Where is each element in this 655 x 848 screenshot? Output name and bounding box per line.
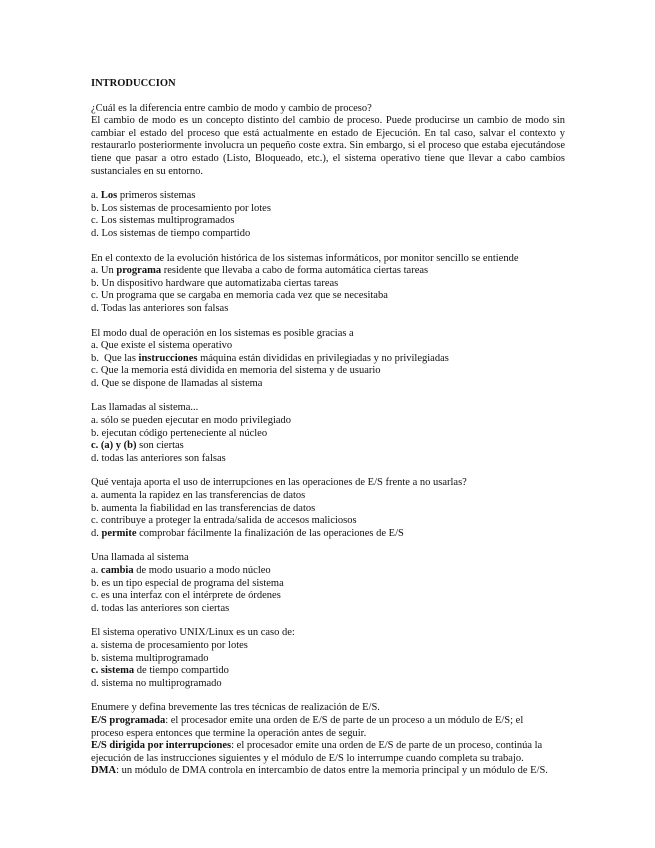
q3-option-c: c. Que la memoria está dividida en memoria del sistema y de usuario [91,365,381,377]
q4-option-b: b. ejecutan código perteneciente al núcleo [91,427,268,439]
question-3 [91,328,565,391]
q7-option-c [91,665,565,678]
q8-p1-line1 [91,715,565,728]
q6-a-rest: de modo usuario a modo núcleo [133,565,271,576]
q2-a-prefix: a. Un [91,265,117,277]
q1-option-b: b. Los sistemas de procesamiento por lotes [91,202,271,214]
q4-c-bold: c. (a) y (b) [91,440,137,452]
page-title: INTRODUCCION [91,78,176,89]
question-6 [91,552,565,615]
q7-question: El sistema operativo UNIX/Linux es un caso de: [91,627,295,639]
q3-option-b [91,353,565,366]
q2-option-d: d. Todas las anteriores son falsas [91,302,229,314]
q5-d-rest: comprobar fácilmente la finalización de las operaciones de E/S [136,527,404,539]
q6-option-d: d. todas las anteriores son ciertas [91,602,230,614]
q8-p3-bold: DMA [91,765,117,777]
question-8 [91,702,565,778]
q8-p2-line1 [91,740,565,753]
q1-a-rest: primeros sistemas [117,190,196,202]
intro-section [91,103,565,179]
intro-question: ¿Cuál es la diferencia entre cambio de modo y cambio de proceso? [91,102,372,114]
q1-option-a [91,190,565,203]
question-5 [91,477,565,540]
q7-c-rest: de tiempo compartido [134,665,229,677]
q1-option-d: d. Los sistemas de tiempo compartido [91,227,251,239]
q8-question: Enumere y defina brevemente las tres técnicas de realización de E/S. [91,702,380,714]
q8-p2-line2: ejecución de las instrucciones siguientes y el módulo de E/S lo interrumpe cuando completa su trabajo. [91,752,524,764]
q8-p1-bold: E/S programada [91,714,166,726]
q8-p3-line1 [91,765,565,778]
q3-b-rest: máquina están divididas en privilegiadas y no privilegiadas [197,352,449,364]
q7-option-d: d. sistema no multiprogramado [91,677,222,689]
q7-c-bold: c. sistema [91,665,135,677]
q6-a-bold: cambia [100,565,134,576]
q4-option-a: a. sólo se pueden ejecutar en modo privilegiado [91,415,292,427]
q5-option-a: a. aumenta la rapidez en las transferencias de datos [91,490,306,502]
q5-option-c: c. contribuye a proteger la entrada/salida de accesos maliciosos [91,515,357,527]
question-1 [91,190,565,240]
q4-option-c [91,440,565,453]
question-4 [91,402,565,465]
q2-question: En el contexto de la evolución histórica de los sistemas informáticos, por monitor sencillo se entiende [91,252,519,264]
q3-option-d: d. Que se dispone de llamadas al sistema [91,377,263,389]
q6-option-a [91,565,565,578]
q3-b-prefix: b. Que las [91,352,139,364]
q8-p2-text: : el procesador emite una orden de E/S de parte de un proceso, continúa la [231,740,543,752]
q4-c-rest: son ciertas [136,440,184,452]
q1-a-bold: Los [100,190,118,202]
q2-a-rest: residente que llevaba a cabo de forma automática ciertas tareas [161,265,429,277]
question-7 [91,627,565,690]
q8-p1-line2: proceso espera entonces que termine la operación antes de seguir. [91,727,367,739]
q6-a-prefix: a. [91,565,101,576]
question-2 [91,253,565,316]
q2-option-b: b. Un dispositivo hardware que automatizaba ciertas tareas [91,277,339,289]
q1-option-c: c. Los sistemas multiprogramados [91,215,235,227]
q2-option-c: c. Un programa que se cargaba en memoria cada vez que se necesitaba [91,290,388,302]
intro-answer: El cambio de modo es un concepto distinto del cambio de proceso. Puede producirse un cambio de modo sin cambiar el estado del proceso que está actualmente en estado de Ejecución. En tal caso, salvar el contexto y restaurarlo posteriormente involucra un pequeño coste extra. Sin embargo, si el proceso que estaba ejecutándose tiene que pasar a otro estado (Listo, Bloqueado, etc.), el sistema operativo tiene que llevar a cabo cambios sustanciales en su entorno. [91,115,565,177]
q5-d-bold: permite [101,527,137,539]
q3-option-a: a. Que existe el sistema operativo [91,340,233,352]
q7-option-b: b. sistema multiprogramado [91,652,209,664]
q8-p2-bold: E/S dirigida por interrupciones [91,740,232,752]
q1-a-prefix: a. [91,190,101,202]
q4-option-d: d. todas las anteriores son falsas [91,452,226,464]
document-content [91,78,565,790]
q6-option-b: b. es un tipo especial de programa del sistema [91,577,284,589]
q5-option-d [91,528,565,541]
q4-question: Las llamadas al sistema... [91,402,199,414]
q5-d-prefix: d. [91,527,102,539]
q3-question: El modo dual de operación en los sistemas es posible gracias a [91,327,354,339]
q8-p3-text: : un módulo de DMA controla en intercambio de datos entre la memoria principal y un módulo de E/S. [116,765,548,777]
q8-p1-text: : el procesador emite una orden de E/S de parte de un proceso a un módulo de E/S; el [165,714,524,726]
q7-option-a: a. sistema de procesamiento por lotes [91,639,248,651]
q2-a-bold: programa [116,265,162,277]
q2-option-a [91,265,565,278]
q5-question: Qué ventaja aporta el uso de interrupciones en las operaciones de E/S frente a no usarlas? [91,477,467,489]
q6-question: Una llamada al sistema [91,552,189,564]
q3-b-bold: instrucciones [138,352,198,364]
q6-option-c: c. es una interfaz con el intérprete de órdenes [91,590,281,602]
q5-option-b: b. aumenta la fiabilidad en las transferencias de datos [91,502,316,514]
